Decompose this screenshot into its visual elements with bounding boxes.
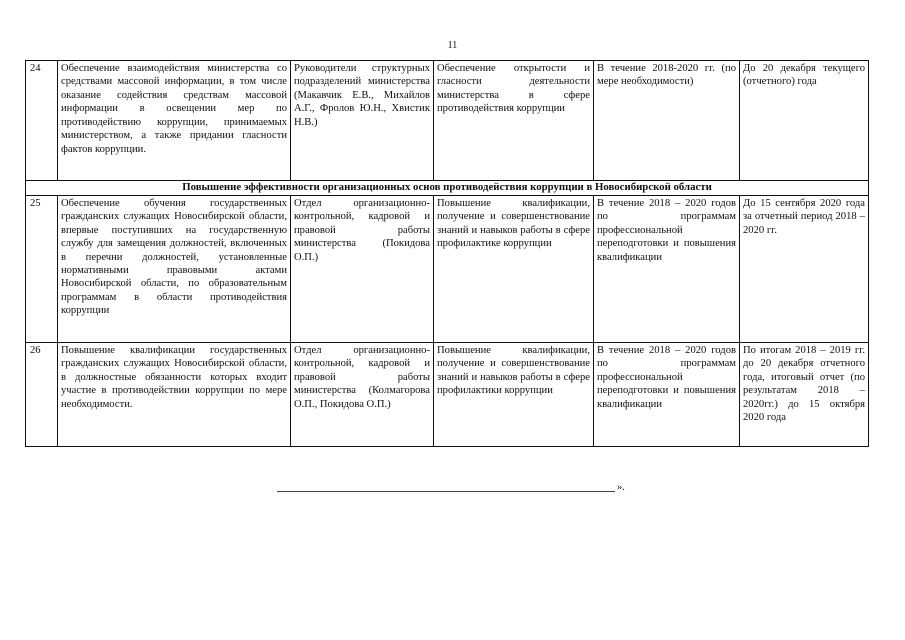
closing-rule	[277, 491, 615, 492]
row-number: 26	[26, 342, 58, 446]
deadline-cell: В течение 2018 – 2020 годов по программам профессиональной переподготовки и повышения квалификации	[594, 195, 740, 342]
section-heading-row	[26, 181, 869, 196]
table-row	[26, 61, 869, 181]
table-row	[26, 342, 869, 446]
deadline-cell: В течение 2018-2020 гг. (по мере необходимости)	[594, 61, 740, 181]
responsible-cell: Отдел организационно-контрольной, кадровой и правовой работы министерства (Колмагорова О.П., Покидова О.П.)	[291, 342, 434, 446]
action-cell: Обеспечение обучения государственных гражданских служащих Новосибирской области, впервые поступивших на государственную службу для замещения должностей, включенных в перечни должностей, установленные нормативными правовыми актами Новосибирской области, по образовательным программам в области противодействия коррупции	[58, 195, 291, 342]
report-cell: До 15 сентября 2020 года за отчетный период 2018 – 2020 гг.	[740, 195, 869, 342]
row-number: 24	[26, 61, 58, 181]
result-cell: Повышение квалификации, получение и совершенствование знаний и навыков работы в сфере профилактике коррупции	[434, 195, 594, 342]
report-cell: До 20 декабря текущего (отчетного) года	[740, 61, 869, 181]
result-cell: Обеспечение открытости и гласности деятельности министерства в сфере противодействия коррупции	[434, 61, 594, 181]
action-cell: Обеспечение взаимодействия министерства со средствами массовой информации, в том числе оказание содействия средствам массовой информации в освещении мер по противодействию коррупции, принимаемых министерством, а также придании гласности фактов коррупции.	[58, 61, 291, 181]
responsible-cell: Отдел организационно-контрольной, кадровой и правовой работы министерства (Покидова О.П.)	[291, 195, 434, 342]
result-cell: Повышение квалификации, получение и совершенствование знаний и навыков работы в сфере профилактики коррупции	[434, 342, 594, 446]
closing-quote-mark: ».	[617, 482, 625, 493]
table-row	[26, 195, 869, 342]
section-title: Повышение эффективности организационных основ противодействия коррупции в Новосибирской области	[26, 181, 869, 196]
report-cell: По итогам 2018 – 2019 гг. до 20 декабря отчетного года, итоговый отчет (по результатам 2018 – 2020гг.) до 15 октября 2020 года	[740, 342, 869, 446]
measures-table	[25, 60, 869, 447]
row-number: 25	[26, 195, 58, 342]
closing-line-block	[277, 481, 637, 495]
action-cell: Повышение квалификации государственных гражданских служащих Новосибирской области, в должностные обязанности которых входит участие в противодействии коррупции по мере необходимости.	[58, 342, 291, 446]
responsible-cell: Руководители структурных подразделений министерства (Макавчик Е.В., Михайлов А.Г., Фролов Ю.Н., Хвистик Н.В.)	[291, 61, 434, 181]
deadline-cell: В течение 2018 – 2020 годов по программам профессиональной переподготовки и повышения квалификации	[594, 342, 740, 446]
page-number: 11	[447, 40, 458, 51]
